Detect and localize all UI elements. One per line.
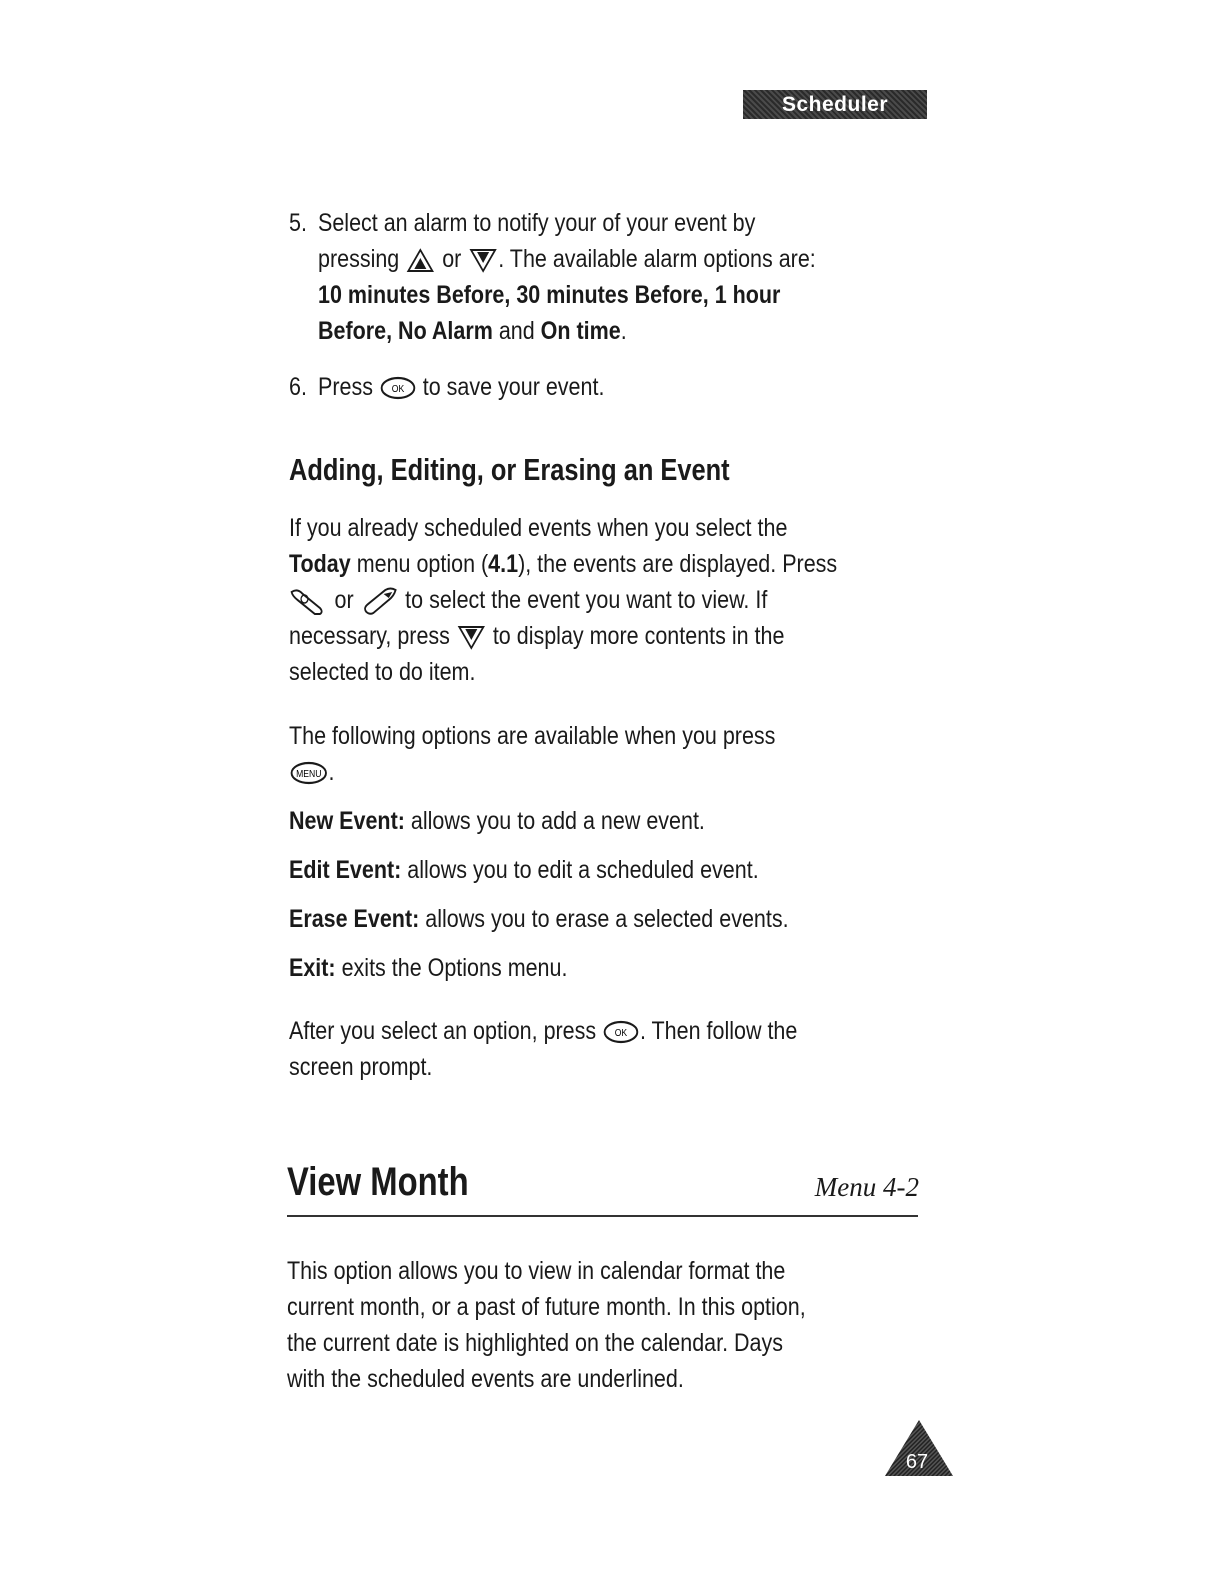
view-month-body-line-4: with the scheduled events are underlined. [287,1365,684,1393]
alarm-option-on-time: On time [540,317,621,345]
view-month-body-line-1: This option allows you to view in calendar format the [287,1257,786,1285]
adding-p2-period: . [328,758,335,786]
adding-p3-line-2: screen prompt. [289,1053,433,1081]
option-desc: allows you to add a new event. [410,807,705,835]
alarm-option-10-min: 10 minutes Before, [318,281,511,309]
adding-p2-line-1: The following options are available when you press [289,722,776,750]
step-6-save-text: to save your event. [422,373,605,401]
option-desc: allows you to edit a scheduled event. [407,856,759,884]
option-exit [289,950,567,986]
menu-number-4-1: 4.1 [488,550,519,578]
option-desc: exits the Options menu. [341,954,568,982]
step-5-or: or [442,245,462,273]
adding-p1-menu-option: menu option ( [356,550,489,578]
page-number: 67 [905,1451,929,1473]
ok-key-icon [379,375,417,401]
down-arrow-key-icon [456,624,487,650]
option-new-event [289,803,705,839]
adding-p1-line-3 [289,582,767,618]
adding-p1-line-1: If you already scheduled events when you select the [289,514,788,542]
adding-p3-after: After you select an option, press [289,1017,597,1045]
adding-p3-line-1 [289,1013,797,1049]
step-6-line [318,369,604,405]
section-tab: Scheduler [743,90,927,119]
option-label: New Event: [289,807,405,835]
adding-p1-or: or [334,586,354,614]
down-arrow-key-icon [467,247,498,273]
alarm-option-1-hour-b: Before, [318,317,393,345]
alarm-option-30-min: 30 minutes Before, [516,281,709,309]
option-label: Edit Event: [289,856,402,884]
ok-key-icon [602,1019,640,1045]
end-key-icon [360,586,400,616]
adding-p1-line-2 [289,546,837,582]
step-6-number: 6. [289,373,307,401]
adding-p1-line-5: selected to do item. [289,658,476,686]
svg-text:MENU: MENU [296,768,322,780]
adding-p2-line-2 [289,754,335,790]
page-number-badge [883,1418,955,1478]
menu-key-icon [289,760,329,786]
step-5-and: and [498,317,535,345]
step-5-line-3 [318,277,780,313]
view-month-body-line-3: the current date is highlighted on the calendar. Days [287,1329,784,1357]
option-desc: allows you to erase a selected events. [425,905,789,933]
alarm-option-no-alarm: No Alarm [398,317,493,345]
adding-p1-displayed: ), the events are displayed. Press [518,550,838,578]
adding-p3-follow: . Then follow the [639,1017,798,1045]
alarm-option-1-hour-a: 1 hour [714,281,781,309]
step-6-press: Press [318,373,373,401]
adding-p1-necessary: necessary, press [289,622,450,650]
option-label: Erase Event: [289,905,420,933]
option-erase-event [289,901,789,937]
heading-rule [287,1215,918,1217]
option-edit-event [289,852,759,888]
today-term: Today [289,550,351,578]
step-5-pressing: pressing [318,245,400,273]
step-5-line-2 [318,241,816,277]
view-month-heading: View Month [287,1160,469,1204]
svg-text:OK: OK [614,1027,628,1039]
adding-p1-display-more: to display more contents in the [492,622,785,650]
send-key-icon [289,586,329,616]
menu-reference: Menu 4-2 [814,1172,919,1202]
step-5-number: 5. [289,209,307,237]
step-5-period: . [620,317,627,345]
adding-editing-heading: Adding, Editing, or Erasing an Event [289,452,730,487]
step-5-line-1: Select an alarm to notify your of your event by [318,209,756,237]
step-5-alarm-options-intro: . The available alarm options are: [498,245,816,273]
step-5-line-4 [318,313,627,349]
svg-text:OK: OK [391,383,405,395]
adding-p1-select: to select the event you want to view. If [405,586,768,614]
adding-p1-line-4 [289,618,784,654]
option-label: Exit: [289,954,336,982]
up-arrow-key-icon [405,247,436,273]
view-month-body-line-2: current month, or a past of future month. In this option, [287,1293,806,1321]
